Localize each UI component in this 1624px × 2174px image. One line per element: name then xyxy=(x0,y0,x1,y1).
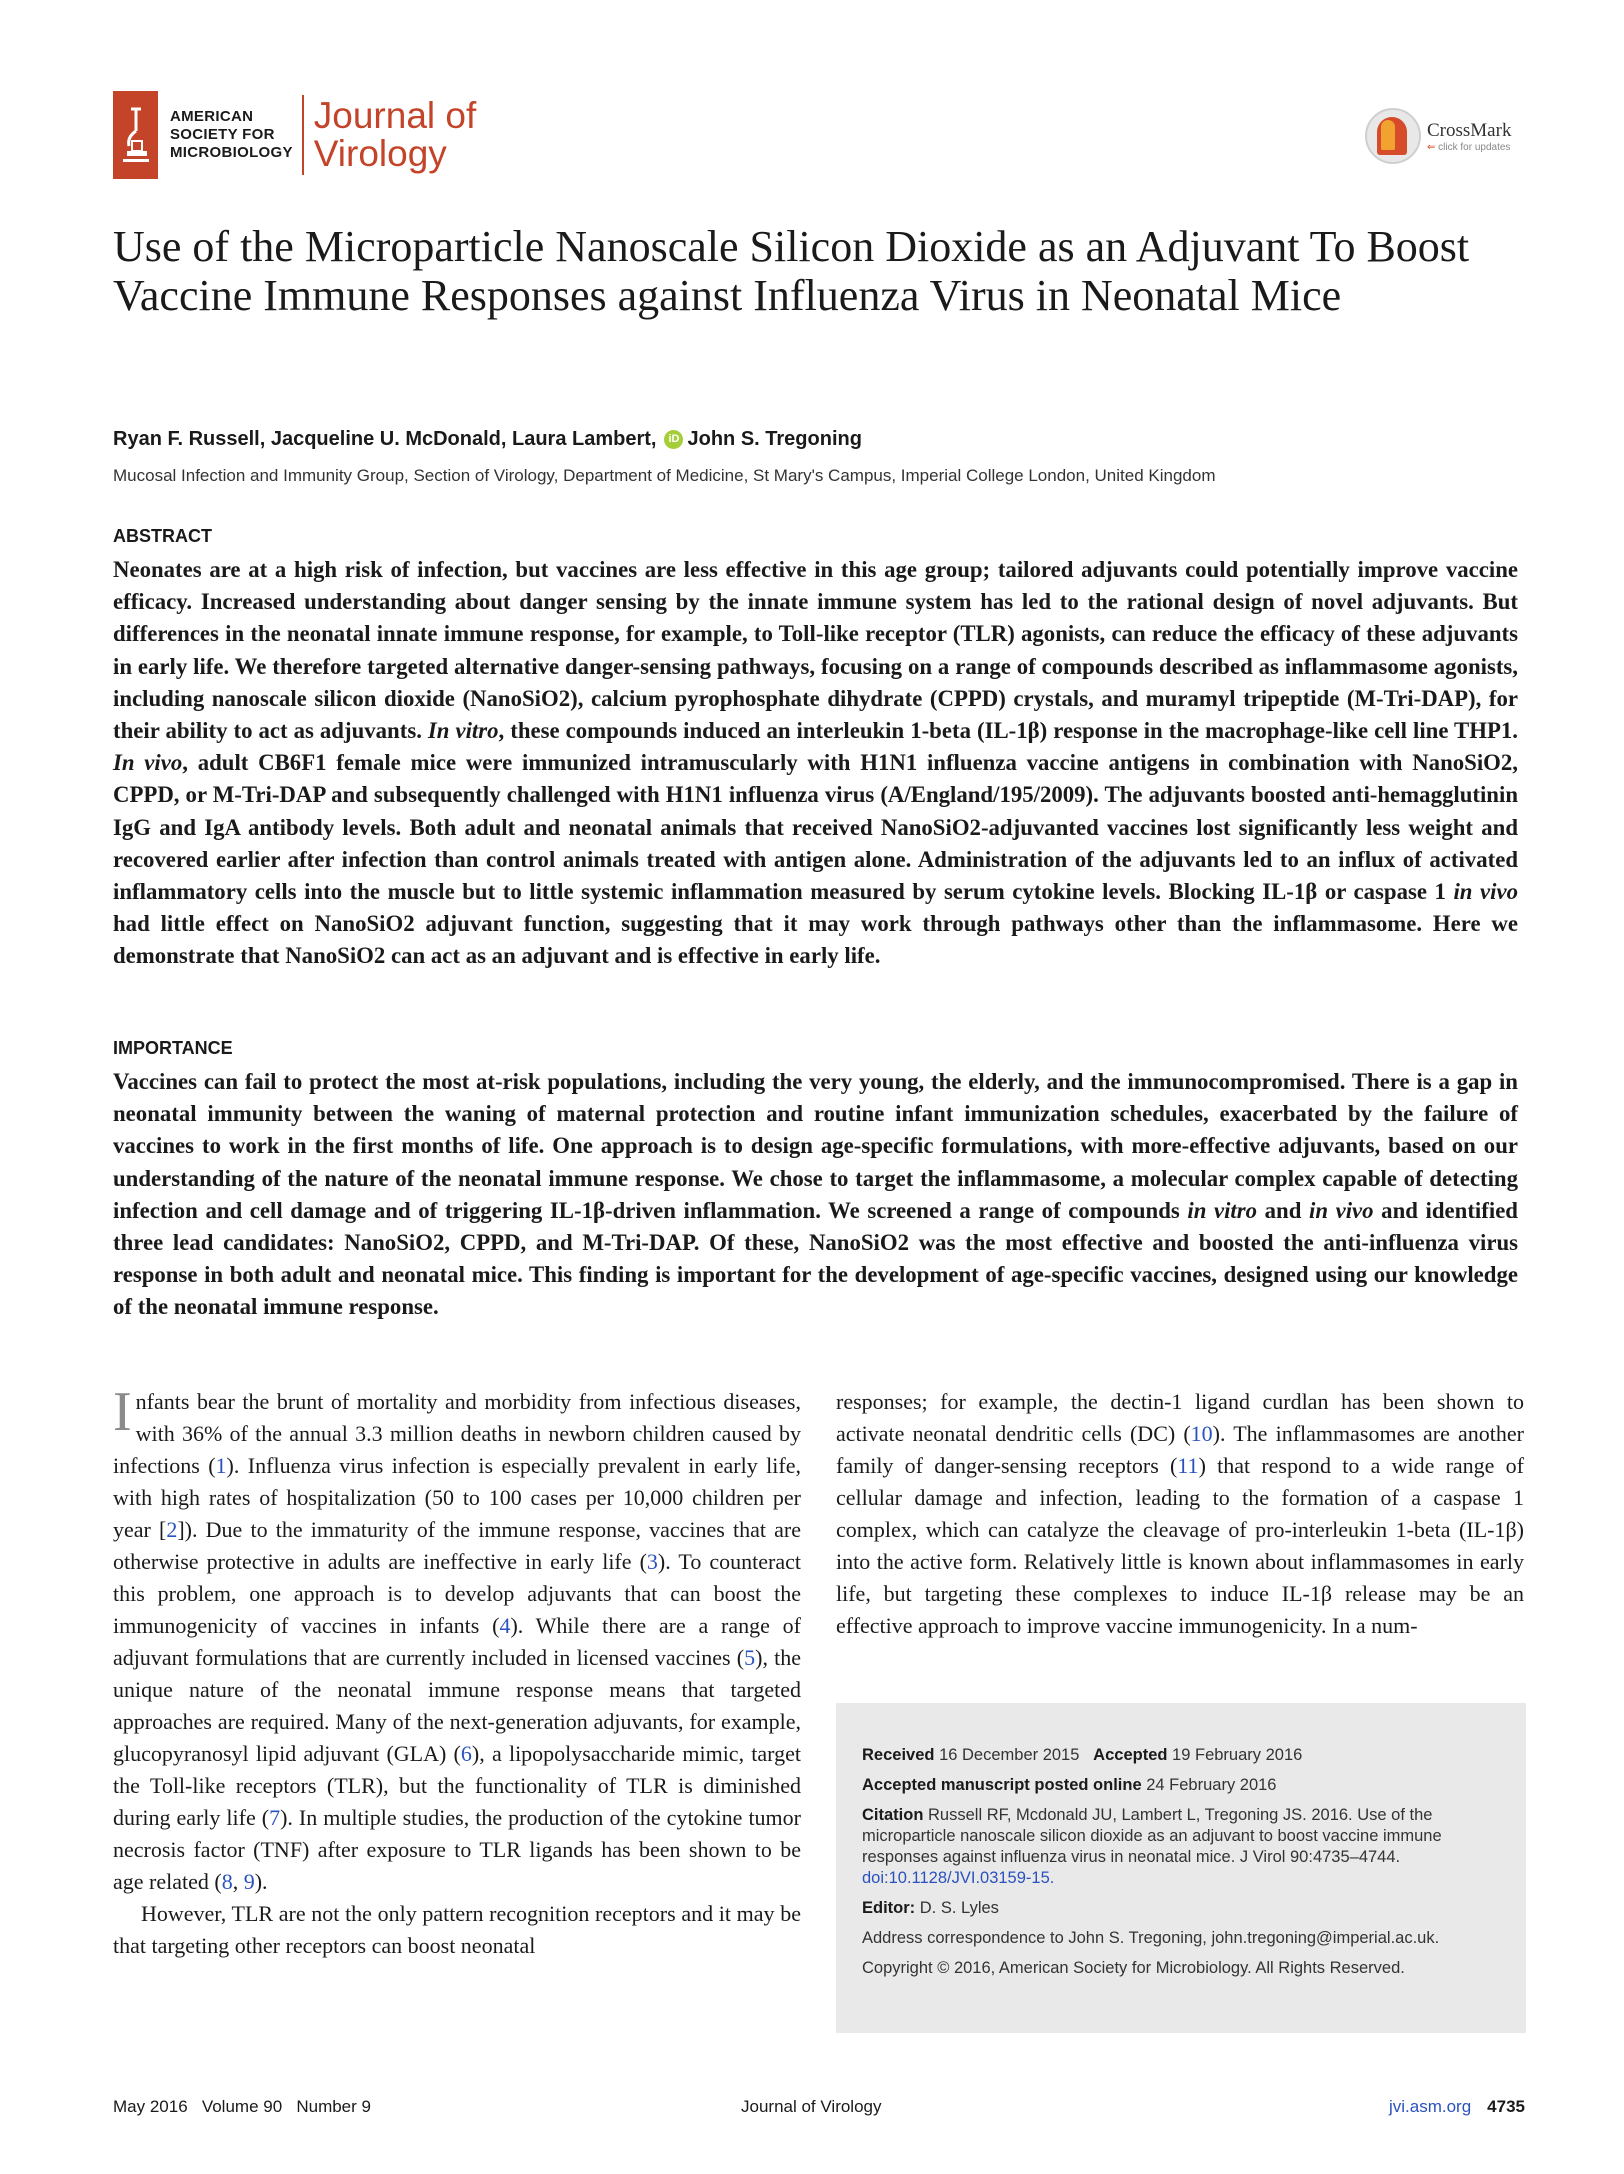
microscope-icon xyxy=(113,91,158,179)
citation: Citation Russell RF, Mcdonald JU, Lambert L, Tregoning JS. 2016. Use of the microparticle nanoscale silicon dioxide as an adjuvant to boost vaccine immune responses against influenza virus in neonatal mice. J Virol 90:4735–4744. doi:10.1128/JVI.03159-15. xyxy=(862,1806,1442,1887)
body-paragraph: Infants bear the brunt of mortality and morbidity from infectious diseases, with 36% of the annual 3.3 million deaths in newborn children caused by infections (1). Influenza virus infection is especially prevalent in early life, with high rates of hospitalization (50 to 100 cases per 10,000 children per year [2]). Due to the immaturity of the immune response, vaccines that are otherwise protective in adults are ineffective in early life (3). To counteract this problem, one approach is to develop adjuvants that can boost the immunogenicity of vaccines in infants (4). While there are a range of adjuvant formulations that are currently included in licensed vaccines (5), the unique nature of the neonatal immune response means that targeted approaches are required. Many of the next-generation adjuvants, for example, glucopyranosyl lipid adjuvant (GLA) (6), a lipopolysaccharide mimic, target the Toll-like receptors (TLR), but the functionality of TLR is diminished during early life (7). In multiple studies, the production of the cytokine tumor necrosis factor (TNF) after exposure to TLR ligands has been shown to be age related (8, 9). xyxy=(113,1381,802,1894)
reference-link[interactable]: 10 xyxy=(1190,1421,1213,1446)
reference-link[interactable]: 11 xyxy=(1177,1453,1199,1478)
journal-name[interactable]: Journal of Virology xyxy=(313,95,477,174)
journal-url-link[interactable]: jvi.asm.org xyxy=(1388,2097,1472,2116)
importance-text: Vaccines can fail to protect the most at-risk populations, including the very young, the elderly, and the immunocompromised. There is a gap in neonatal immunity between the waning of maternal protection and routine infant immunization schedules, exacerbated by the failure of vaccines to work in the first months of life. One approach is to design age-specific formulations, with more-effective adjuvants, based on our understanding of the nature of the neonatal immune response. We chose to target the inflammasome, a molecular complex capable of detecting infection and cell damage and of triggering IL-1β-driven inflammation. We screened a range of compounds in vitro and in vivo and identified three lead candidates: NanoSiO2, CPPD, and M-Tri-DAP. Of these, NanoSiO2 was the most effective and boosted the anti-influenza virus response in both adult and neonatal mice. This finding is important for the development of age-specific vaccines, designed using our knowledge of the neonatal immune response. xyxy=(113,1069,1518,1320)
arrow-left-icon: ⇐ xyxy=(1427,141,1439,153)
author-list xyxy=(113,428,862,451)
importance-heading: IMPORTANCE xyxy=(113,1038,233,1058)
reference-link[interactable]: 6 xyxy=(460,1741,472,1766)
reference-link[interactable]: 3 xyxy=(646,1549,658,1574)
crossmark-icon xyxy=(1365,108,1421,164)
reference-link[interactable]: 9 xyxy=(243,1869,255,1894)
article-title: Use of the Microparticle Nanoscale Silicon Dioxide as an Adjuvant To Boost Vaccine Immune Responses against Influenza Virus in Neonatal Mice xyxy=(113,222,1470,320)
logo-divider xyxy=(302,95,304,175)
crossmark-button[interactable] xyxy=(1365,108,1511,164)
journal-logo xyxy=(113,90,476,180)
crossmark-title: CrossMark xyxy=(1427,119,1512,141)
reference-link[interactable]: 1 xyxy=(215,1453,227,1478)
abstract-text: Neonates are at a high risk of infection, but vaccines are less effective in this age group; tailored adjuvants could potentially improve vaccine efficacy. Increased understanding about danger sensing by the innate immune system has led to the rational design of novel adjuvants. But differences in the neonatal innate immune response, for example, to Toll-like receptor (TLR) agonists, can reduce the efficacy of these adjuvants in early life. We therefore targeted alternative danger-sensing pathways, focusing on a range of compounds described as inflammasome agonists, including nanoscale silicon dioxide (NanoSiO2), calcium pyrophosphate dihydrate (CPPD) crystals, and muramyl tripeptide (M-Tri-DAP), for their ability to act as adjuvants. In vitro, these compounds induced an interleukin 1-beta (IL-1β) response in the macrophage-like cell line THP1. In vivo, adult CB6F1 female mice were immunized intramuscularly with H1N1 influenza vaccine antigens in combination with NanoSiO2, CPPD, or M-Tri-DAP and subsequently challenged with H1N1 influenza virus (A/England/195/2009). The adjuvants boosted anti-hemagglutinin IgG and IgA antibody levels. Both adult and neonatal animals that received NanoSiO2-adjuvanted vaccines lost significantly less weight and recovered earlier after infection than control animals treated with antigen alone. Administration of the adjuvants led to an influx of activated inflammatory cells into the muscle but to little systemic inflammation measured by serum cytokine levels. Blocking IL-1β or caspase 1 in vivo had little effect on NanoSiO2 adjuvant function, suggesting that it may work through pathways other than the inflammasome. Here we demonstrate that NanoSiO2 can act as an adjuvant and is effective in early life. xyxy=(113,557,1519,969)
reference-link[interactable]: 2 xyxy=(166,1517,178,1542)
correspondence: Address correspondence to John S. Tregoning, john.tregoning@imperial.ac.uk. xyxy=(862,1929,1440,1947)
received-accepted-dates: Received 16 December 2015 Accepted 19 February 2016 xyxy=(862,1746,1303,1764)
crossmark-subtitle: click for updates xyxy=(1438,141,1511,153)
posted-online-date: Accepted manuscript posted online 24 February 2016 xyxy=(862,1776,1277,1794)
reference-link[interactable]: 4 xyxy=(499,1613,511,1638)
copyright: Copyright © 2016, American Society for Microbiology. All Rights Reserved. xyxy=(862,1959,1405,1977)
body-column-right xyxy=(836,1386,1524,1642)
reference-link[interactable]: 7 xyxy=(269,1805,281,1830)
orcid-icon[interactable]: iD xyxy=(664,430,683,449)
editor: Editor: D. S. Lyles xyxy=(862,1899,999,1917)
issue-info: May 2016 Volume 90 Number 9 xyxy=(113,2097,371,2116)
reference-link[interactable]: 8 xyxy=(221,1869,233,1894)
footer-journal: Journal of Virology xyxy=(741,2097,882,2116)
doi-link[interactable]: doi:10.1128/JVI.03159-15. xyxy=(862,1869,1055,1887)
reference-link[interactable]: 5 xyxy=(744,1645,756,1670)
drop-cap: I xyxy=(113,1381,132,1443)
body-paragraph: However, TLR are not the only pattern recognition receptors and it may be that targeting other receptors can boost neonatal xyxy=(113,1901,801,1958)
affiliation: Mucosal Infection and Immunity Group, Section of Virology, Department of Medicine, St Mary's Campus, Imperial College London, United Kingdom xyxy=(113,466,1216,485)
corresponding-author: John S. Tregoning xyxy=(687,428,862,450)
authors-text: Ryan F. Russell, Jacqueline U. McDonald, Laura Lambert, xyxy=(113,428,657,450)
article-info-box xyxy=(836,1703,1526,2033)
body-paragraph: responses; for example, the dectin-1 ligand curdlan has been shown to activate neonatal dendritic cells (DC) (10). The inflammasomes are another family of danger-sensing receptors (11) that respond to a wide range of cellular damage and infection, leading to the formation of a caspase 1 complex, which can catalyze the cleavage of pro-interleukin 1-beta (IL-1β) into the active form. Relatively little is known about inflammasomes in early life, but targeting these complexes to induce IL-1β release may be an effective approach to improve vaccine immunogenicity. In a num- xyxy=(836,1389,1524,1638)
society-name: AMERICAN SOCIETY FOR MICROBIOLOGY xyxy=(170,108,293,161)
abstract-heading: ABSTRACT xyxy=(113,526,212,546)
body-column-left xyxy=(113,1381,802,1962)
page-number: 4735 xyxy=(1487,2097,1525,2116)
